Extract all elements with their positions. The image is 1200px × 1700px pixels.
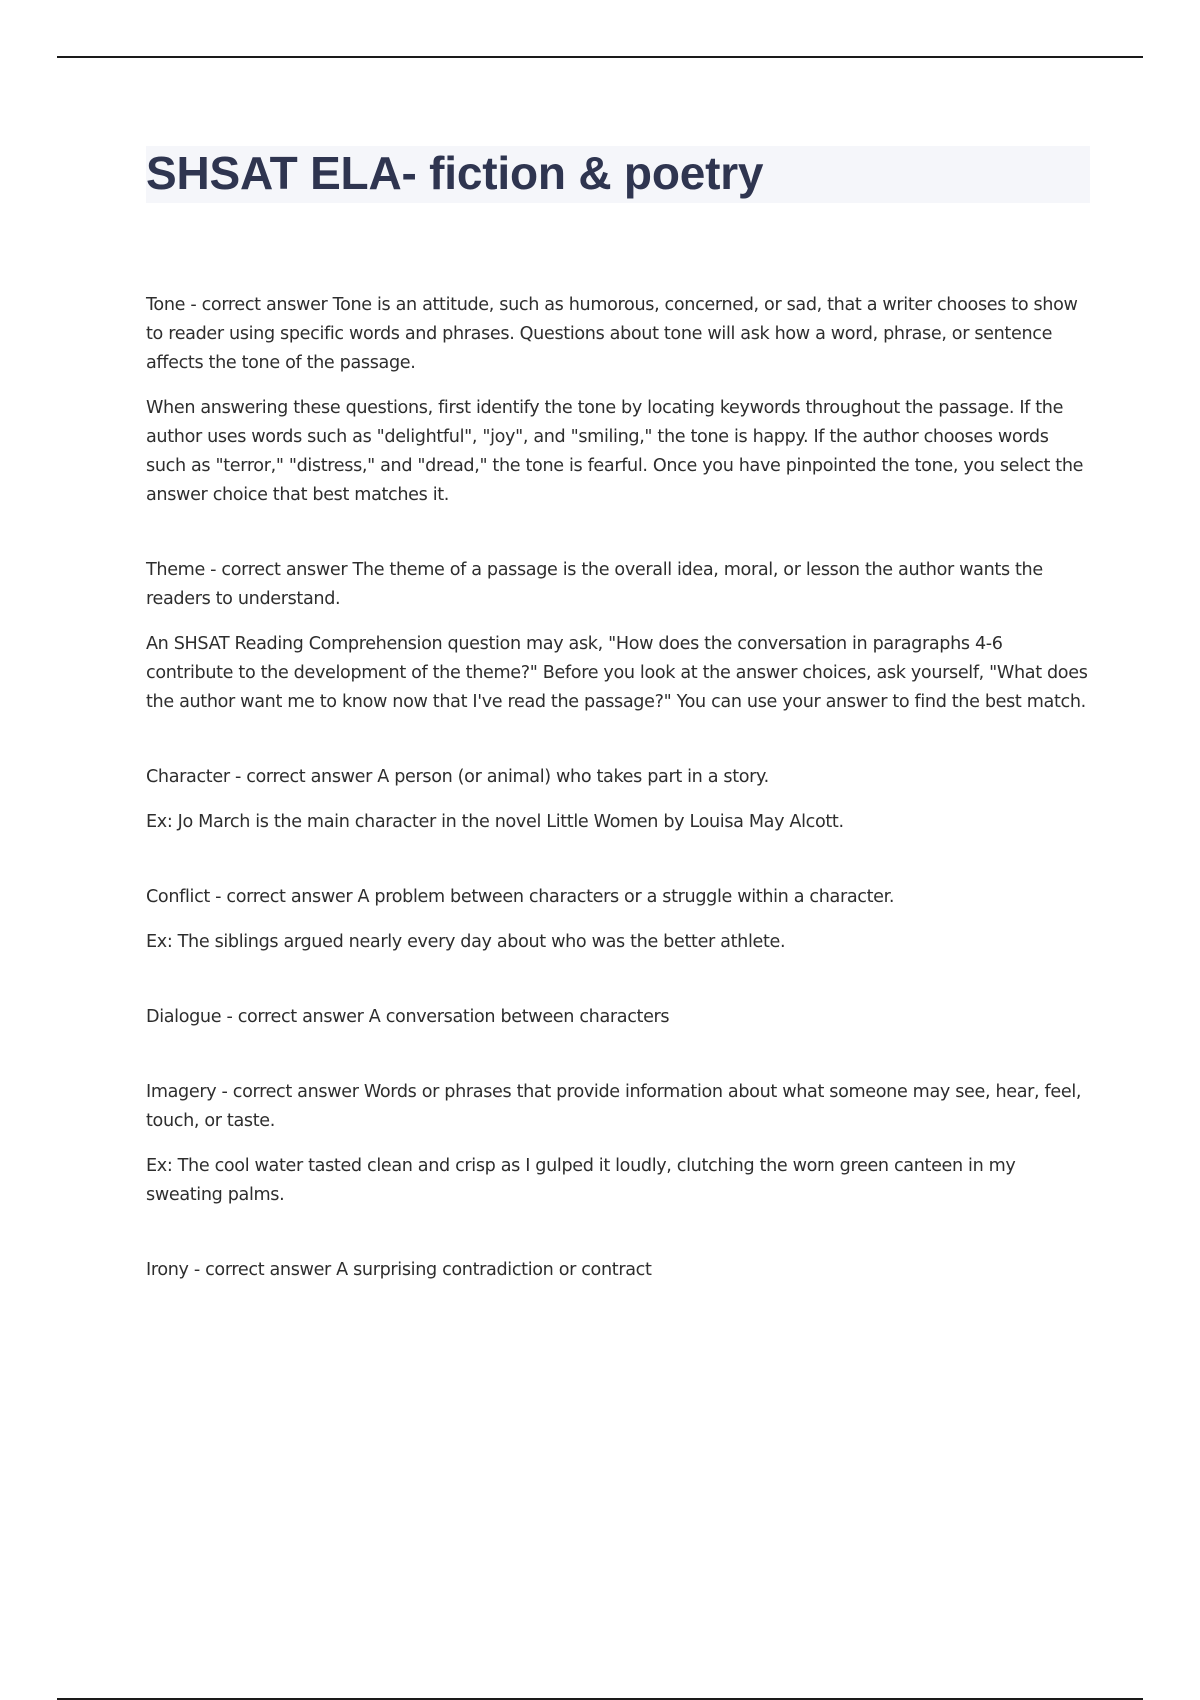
entry-definition: Imagery - correct answer Words or phrases that provide information about what someone may see, hear, feel, touch, or taste.: [146, 1082, 1082, 1131]
entry-conflict: [146, 883, 1090, 957]
entry-example: Ex: The siblings argued nearly every day about who was the better athlete.: [146, 932, 786, 952]
entry-irony: [146, 1256, 1090, 1285]
page-title: SHSAT ELA- fiction & poetry: [146, 147, 764, 199]
entry-definition: Dialogue - correct answer A conversation between characters: [146, 1007, 670, 1027]
entry-explanation: An SHSAT Reading Comprehension question may ask, "How does the conversation in paragraphs 4-6 contribute to the development of the theme?" Before you look at the answer choices, ask yourself, "What does the author want me to know now that I've read the passage?" You can use your answer to find the best match.: [146, 634, 1088, 712]
entry-theme: [146, 556, 1090, 717]
entry-definition: Irony - correct answer A surprising contradiction or contract: [146, 1260, 652, 1280]
entry-explanation: When answering these questions, first identify the tone by locating keywords throughout the passage. If the author uses words such as "delightful", "joy", and "smiling," the tone is happy. If the author chooses words such as "terror," "distress," and "dread," the tone is fearful. Once you have pinpointed the tone, you select the answer choice that best matches it.: [146, 398, 1084, 505]
entry-imagery: [146, 1078, 1090, 1210]
entry-definition: Conflict - correct answer A problem between characters or a struggle within a character.: [146, 887, 895, 907]
document-body: [146, 291, 1090, 1301]
entry-dialogue: [146, 1003, 1090, 1032]
entry-example: Ex: The cool water tasted clean and crisp as I gulped it loudly, clutching the worn green canteen in my sweating palms.: [146, 1156, 1016, 1205]
entry-tone: [146, 291, 1090, 510]
top-divider: [57, 56, 1143, 58]
entry-example: Ex: Jo March is the main character in the novel Little Women by Louisa May Alcott.: [146, 812, 844, 832]
entry-definition: Theme - correct answer The theme of a passage is the overall idea, moral, or lesson the author wants the readers to understand.: [146, 560, 1043, 609]
entry-character: [146, 763, 1090, 837]
entry-definition: Tone - correct answer Tone is an attitude, such as humorous, concerned, or sad, that a writer chooses to show to reader using specific words and phrases. Questions about tone will ask how a word, phrase, or sentence affects the tone of the passage.: [146, 295, 1078, 373]
entry-definition: Character - correct answer A person (or animal) who takes part in a story.: [146, 767, 769, 787]
